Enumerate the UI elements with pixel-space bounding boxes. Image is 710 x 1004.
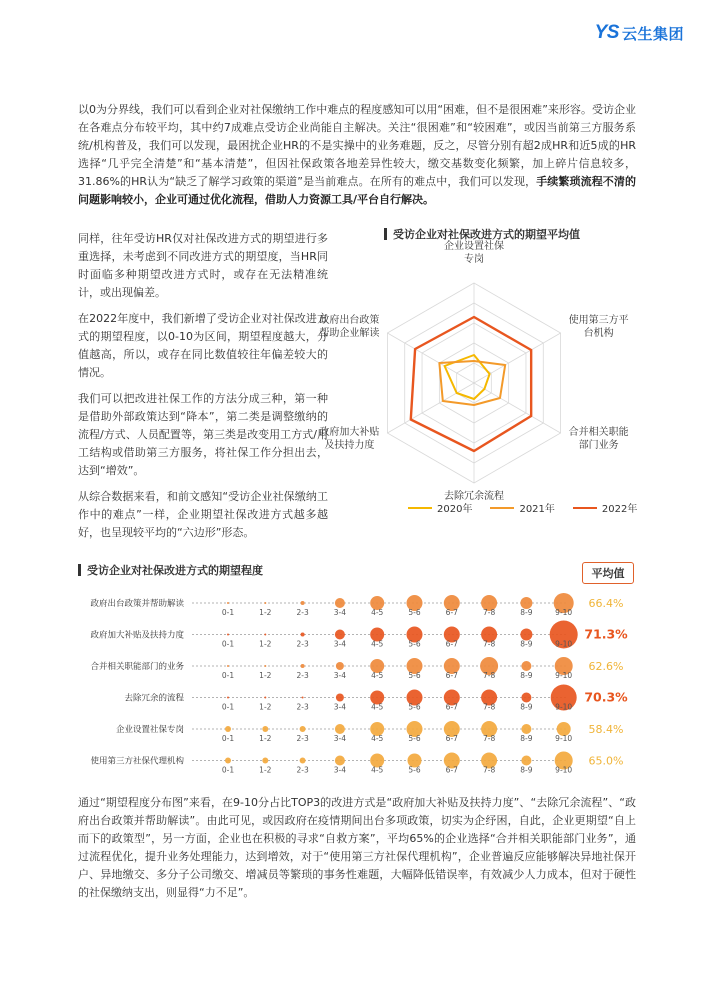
- bubble-category-label: 2-3: [296, 671, 309, 680]
- bubble: [264, 697, 266, 699]
- bubble: [335, 598, 345, 608]
- legend-swatch: [408, 507, 432, 509]
- bubble-category-label: 0-1: [221, 608, 235, 617]
- title-bar: [384, 228, 387, 240]
- radar-axis-label: [569, 313, 629, 339]
- bubble: [300, 726, 306, 732]
- row-label: 去除冗余的流程: [124, 693, 184, 704]
- bubble-category-label: 5-6: [408, 639, 421, 649]
- radar-axis-label-line: 及扶持力度: [324, 440, 375, 451]
- dot-chart-title: 受访企业对社保改进方式的期望程度: [78, 562, 263, 578]
- bubble: [227, 634, 229, 636]
- row-average-value: 66.4%: [588, 597, 624, 610]
- bubble-category-label: 7-8: [482, 671, 496, 680]
- logo-mark: YS: [594, 22, 619, 43]
- bubble-category-label: 9-10: [555, 765, 573, 775]
- bubble: [300, 758, 306, 764]
- legend-swatch: [490, 507, 514, 509]
- radar-axis-label: [319, 313, 379, 339]
- bubble: [264, 634, 266, 636]
- radar-axis-label-line: 去除冗余流程: [444, 491, 504, 502]
- bubble: [301, 633, 305, 637]
- radar-chart: [319, 241, 642, 523]
- bubble-category-label: 3-4: [333, 639, 347, 649]
- bubble: [335, 630, 345, 640]
- average-header: 平均值: [582, 562, 634, 584]
- bubble-category-label: 5-6: [408, 734, 421, 743]
- radar-axis-label-line: 政府出台政策: [319, 315, 380, 326]
- row-label: 政府出台政策并帮助解读: [90, 599, 184, 609]
- bubble-category-label: 6-7: [445, 702, 458, 712]
- row-average-value: 71.3%: [584, 626, 628, 642]
- left-paragraph: 同样，往年受访HR仅对社保改进方式的期望进行多重选择，未考虑到不同改进方式的期望度，当HR同时面临多种期望改进方式时，或存在无法精准统计，或出现偏差。: [78, 232, 328, 299]
- bubble-chart: [78, 583, 638, 773]
- bubble-category-label: 5-6: [408, 671, 421, 680]
- intro-paragraph-bold: 手续繁琐流程不清的问题影响较小，企业可通过优化流程，借助人力资源工具/平台自行解决。: [78, 175, 636, 206]
- radar-axis-label-line: 帮助企业解读: [319, 328, 380, 339]
- bubble-category-label: 7-8: [482, 608, 496, 617]
- bubble-category-label: 8-9: [520, 734, 533, 743]
- bubble-category-label: 0-1: [221, 671, 235, 680]
- bubble-category-label: 6-7: [445, 608, 458, 617]
- radar-axis-label-line: 合并相关职能: [568, 427, 629, 438]
- radar-axis-label-line: 台机构: [583, 328, 614, 339]
- bubble: [336, 694, 344, 702]
- bubble-category-label: 4-5: [371, 639, 384, 649]
- bubble-category-label: 7-8: [482, 639, 496, 649]
- bubble: [225, 726, 231, 732]
- bubble-category-label: 9-10: [555, 702, 573, 712]
- bubble-category-label: 1-2: [259, 608, 272, 617]
- row-label: 合并相关职能部门的业务: [90, 662, 184, 672]
- bubble-category-label: 9-10: [555, 671, 573, 680]
- bubble-category-label: 3-4: [333, 671, 347, 680]
- bubble: [264, 665, 266, 667]
- bubble: [335, 724, 345, 734]
- bubble-category-label: 2-3: [296, 639, 309, 649]
- bubble-category-label: 6-7: [445, 765, 458, 775]
- radar-axis-label-line: 使用第三方平: [568, 315, 629, 326]
- bubble: [262, 726, 268, 732]
- bubble-category-label: 4-5: [371, 671, 384, 680]
- bubble-category-label: 3-4: [333, 702, 347, 712]
- bubble-category-label: 7-8: [482, 734, 496, 743]
- legend-item: [490, 500, 554, 515]
- legend-label: 2020年: [437, 504, 473, 515]
- bubble-category-label: 7-8: [482, 702, 496, 712]
- bubble: [336, 662, 344, 670]
- bubble-category-label: 8-9: [520, 765, 533, 775]
- bubble-category-label: 5-6: [408, 608, 421, 617]
- legend-swatch: [573, 507, 597, 509]
- bubble: [264, 602, 266, 604]
- bubble: [301, 601, 305, 605]
- bubble-category-label: 1-2: [259, 702, 272, 712]
- bubble: [225, 758, 231, 764]
- bubble-category-label: 3-4: [333, 734, 347, 743]
- bubble-category-label: 2-3: [296, 608, 309, 617]
- bubble: [521, 756, 531, 766]
- bubble-category-label: 2-3: [296, 734, 309, 743]
- radar-axis-label: [569, 425, 629, 451]
- radar-axis-label-line: 专岗: [464, 254, 484, 265]
- bubble-category-label: 8-9: [520, 608, 533, 617]
- radar-axis-label-line: 部门业务: [578, 440, 619, 451]
- left-column-text: [78, 230, 328, 550]
- bubble-category-label: 9-10: [555, 639, 573, 649]
- radar-axis-label: [319, 425, 379, 451]
- bubble-category-label: 0-1: [221, 734, 235, 743]
- row-average-value: 70.3%: [584, 689, 628, 705]
- bubble-category-label: 0-1: [221, 639, 235, 649]
- bubble-category-label: 1-2: [259, 671, 272, 680]
- bubble-category-label: 3-4: [333, 608, 347, 617]
- legend-item: [408, 500, 472, 515]
- bubble-category-label: 4-5: [371, 608, 384, 617]
- row-average-value: 65.0%: [588, 754, 624, 768]
- bubble: [335, 756, 345, 766]
- legend-label: 2022年: [601, 504, 638, 515]
- bubble-category-label: 5-6: [408, 765, 421, 775]
- radar-axis-label: [444, 239, 504, 265]
- bubble: [301, 664, 305, 668]
- bubble-category-label: 6-7: [445, 734, 458, 743]
- bubble-category-label: 8-9: [520, 702, 533, 712]
- radar-chart-title: 受访企业对社保改进方式的期望平均值: [384, 226, 580, 242]
- bubble-category-label: 9-10: [555, 734, 573, 743]
- bubble: [227, 665, 229, 667]
- bubble: [521, 693, 531, 703]
- radar-spoke: [474, 333, 561, 383]
- bubble-category-label: 4-5: [371, 734, 384, 743]
- bubble: [227, 697, 229, 699]
- company-logo: [595, 22, 684, 44]
- closing-paragraph: 通过“期望程度分布图”来看，在9-10分占比TOP3的改进方式是“政府加大补贴及扶持力度”、“去除冗余流程”、“政府出台政策并帮助解读”。由此可见，或因政府在疫情期间出台多项政策，切实为企纾困，自此，企业更期望“自上而下的政策型”，另一方面，企业也在积极的寻求“自救方案”，平均65%的企业选择“合并相关职能部门业务”，通过流程优化，提升业务处理能力，达到增效，对于“使用第三方社保代理机构”，企业普遍反应能够解决异地社保开户、异地缴交、多分子公司缴交、增减员等繁琐的事务性难题，大幅降低错误率，有效减少人力成本，但对于硬性的社保缴纳支出，则显得“力不足”。: [78, 796, 636, 899]
- title-bar: [78, 564, 81, 576]
- bubble-category-label: 7-8: [482, 765, 496, 775]
- left-paragraph: 我们可以把改进社保工作的方法分成三种，第一种是借助外部政策达到“降本”，第二类是调整缴纳的流程/方式、人员配置等，第三类是改变用工方式/用工结构或借助第三方服务，将社保工作分担出去，达到“增效”。: [78, 392, 328, 477]
- row-label: 政府加大补贴及扶持力度: [90, 630, 184, 641]
- intro-paragraph: 以0为分界线，我们可以看到企业对社保缴纳工作中难点的程度感知可以用“困难，但不是很困难”来形容。受访企业在各难点分布较平均，其中约7成难点受访企业尚能自主解决。关注“很困难”和“较困难”，或因当前第三方服务系统/机构普及，我们可以发现，最困扰企业HR的不是实操中的业务难题，反之，尽管分别有超2成HR和近5成的HR选择“几乎完全清楚”和“基本清楚”，但因社保政策各地差异性较大，缴交基数变化频繁，加上碎片信息较多，31.86%的HR认为“缺乏了解学习政策的渠道”是当前难点。在所有的难点中，我们可以发现，手续繁琐流程不清的问题影响较小，企业可通过优化流程，借助人力资源工具/平台自行解决。: [78, 103, 636, 206]
- bubble-category-label: 5-6: [408, 702, 421, 712]
- radar-axis-label-line: 企业设置社保: [444, 241, 504, 252]
- bubble-category-label: 0-1: [221, 702, 235, 712]
- bubble-category-label: 9-10: [555, 608, 573, 617]
- logo-text: 云生集团: [621, 24, 684, 43]
- bubble: [262, 758, 268, 764]
- bubble-category-label: 1-2: [259, 765, 272, 775]
- bubble: [521, 724, 531, 734]
- bubble: [227, 602, 229, 604]
- bubble-category-label: 1-2: [259, 639, 272, 649]
- bubble-category-label: 2-3: [296, 702, 309, 712]
- left-paragraph: 在2022年度中，我们新增了受访企业对社保改进方式的期望程度，以0-10为区间，期望程度越大，分值越高，所以，或存在同比数值较往年偏差较大的情况。: [78, 312, 328, 379]
- bubble-category-label: 4-5: [371, 702, 384, 712]
- bubble-category-label: 8-9: [520, 639, 533, 649]
- legend-item: [573, 500, 637, 515]
- bubble-category-label: 1-2: [259, 734, 272, 743]
- bubble: [521, 661, 531, 671]
- legend-label: 2021年: [519, 504, 555, 515]
- row-average-value: 62.6%: [588, 660, 624, 673]
- bubble-category-label: 4-5: [371, 765, 384, 775]
- bubble-category-label: 2-3: [296, 765, 309, 775]
- bubble-category-label: 0-1: [221, 765, 235, 775]
- bubble: [302, 697, 304, 699]
- bubble-category-label: 8-9: [520, 671, 533, 680]
- row-average-value: 58.4%: [588, 723, 624, 736]
- left-paragraph: 从综合数据来看，和前文感知“受访企业社保缴纳工作中的难点”一样，企业期望社保改进方式越多越好，也呈现较平均的“六边形”形态。: [78, 490, 328, 539]
- row-label: 使用第三方社保代理机构: [90, 756, 184, 767]
- radar-legend: [408, 500, 655, 515]
- row-label: 企业设置社保专岗: [115, 725, 184, 735]
- radar-spoke: [387, 383, 474, 433]
- radar-axis-label-line: 政府加大补贴: [319, 427, 380, 438]
- radar-series-2022年: [411, 317, 531, 451]
- bubble-category-label: 6-7: [445, 671, 458, 680]
- bubble-category-label: 3-4: [333, 765, 347, 775]
- bubble-category-label: 6-7: [445, 639, 458, 649]
